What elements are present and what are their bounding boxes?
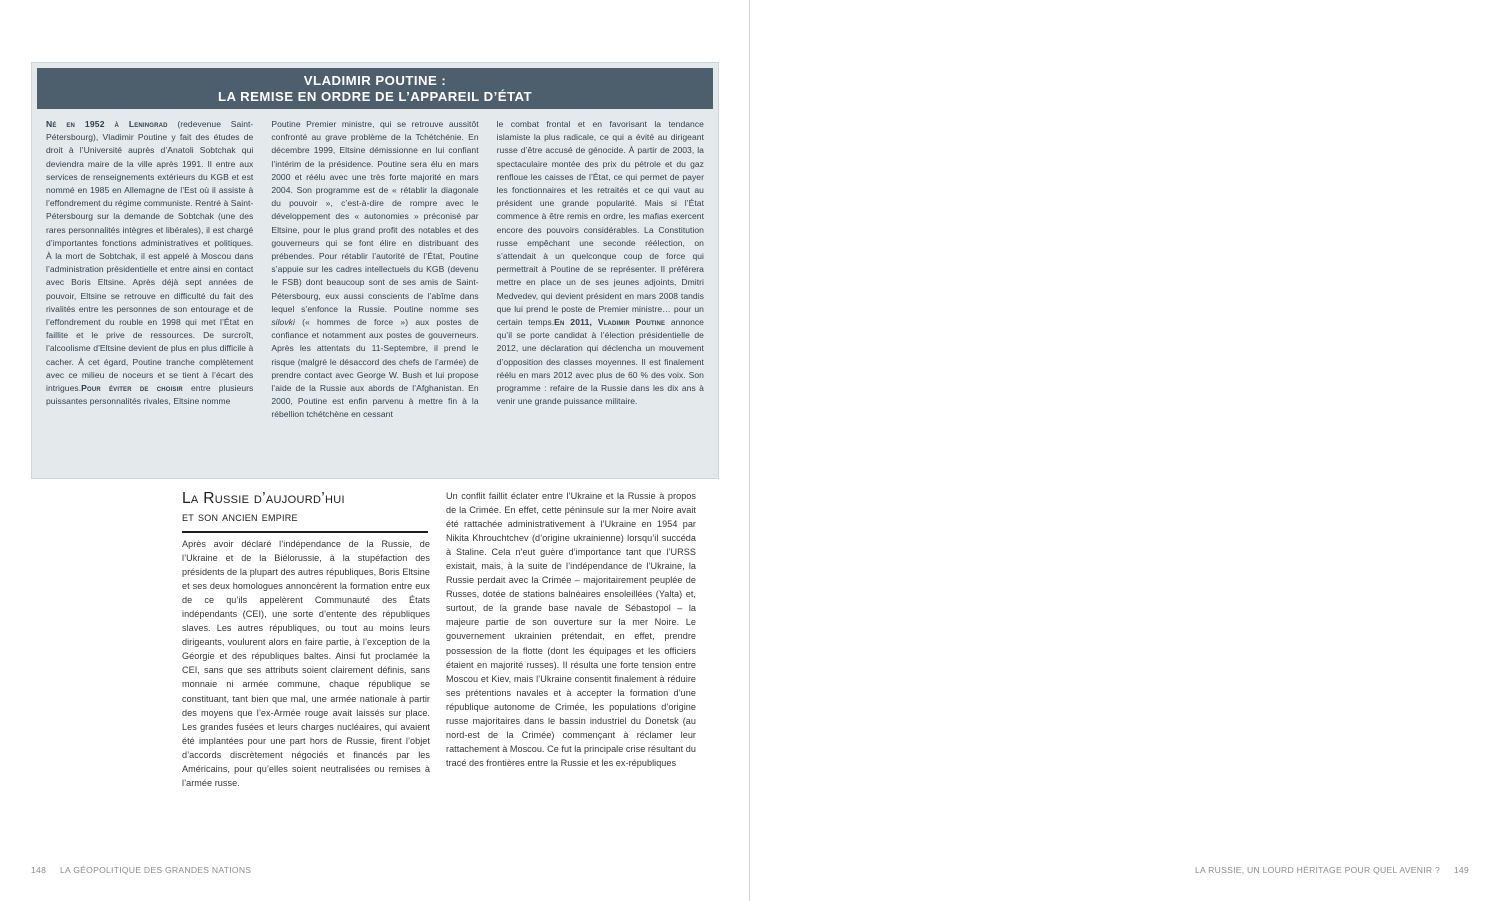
callout-text-3b: annonce qu’il se porte candidat à l’élection présidentielle de 2012, une déclaration qui déclencha un mouvement d’opposition des classes moyennes. Il est finalement réélu en mars 2012 avec plus de 60 % des voix. Son programme : refaire de la Russie dans les dix ans à venir une grande puissance militaire. (496, 317, 704, 407)
callout-text-1: (redevenue Saint-Pétersbourg), Vladimir Poutine y fait des études de droit à l’Université auprès d’Anatoli Sobtchak qui deviendra maire de la ville après 1991. Il entre aux services de renseignements extérieurs du KGB et est nommé en 1985 en Allemagne de l’Est où il assiste à l’effondrement du régime communiste. Rentré à Saint-Pétersbourg sur la demande de Sobtchak (une des rares personnalités intègres et libérales), il est chargé d’importantes fonctions administratives et politiques. À la mort de Sobtchak, il est appelé à Moscou dans l’administration présidentielle et entre ainsi en contact avec Boris Eltsine. Après déjà sept années de pouvoir, Eltsine se retrouve en difficulté du fait des rivalités entre les personnes de son entourage et de l’effondrement du rouble en 1998 qui met l’État en faillite et le prive de ressources. De surcroît, l’alcoolisme d’Eltsine devient de plus en plus difficile à cacher. À cet égard, Poutine tranche complètement avec ce milieu de noceurs et se tient à l’écart des intrigues. (46, 119, 254, 394)
folio-number-right: 149 (1453, 865, 1469, 875)
callout-text-2: Poutine Premier ministre, qui se retrouve aussitôt confronté au grave problème de la Tchétchénie. En décembre 1999, Eltsine démissionne en lui confiant l’intérim de la présidence. Poutine sera élu en mars 2000 et réélu avec une très forte majorité en mars 2004. Son programme est de « rétablir la diagonale du pouvoir », c’est-à-dire de rompre avec le développement des « autonomies » préconisé par Eltsine, pour le plus grand profit des notables et des gouverneurs qui se font élire en distribuant des prébendes. Pour rétablir l’autorité de l’État, Poutine s’appuie sur les cadres intellectuels du KGB (devenu le FSB) dont beaucoup sont de ses amis de Saint-Pétersbourg, eux aussi conscients de l’abîme dans lequel s’enfonce la Russie. Poutine nomme ses (271, 119, 479, 314)
article-column-2-text: Après avoir déclaré l’indépendance de la Russie, de l’Ukraine et de la Biélorussie, à la stupéfaction des présidents de la plupart des autres républiques, Boris Eltsine et ses deux homologues annoncèrent la formation entre eux de ce qu’ils appelèrent Communauté des États indépendants (CEI), une sorte d’entente des républiques slaves. Les autres républiques, ou tout au moins leurs dirigeants, voulurent alors en faire partie, à l’exception de la Géorgie et des républiques baltes. Ainsi fut proclamée la CEI, sans que ses attributs soient clairement définis, sans monnaie ni armée commune, chaque république se constituant, tant bien que mal, une armée nationale à partir des moyens que l’ex-Armée rouge avait laissés sur place. Les grandes fusées et leurs charges nucléaires, qui avaient été implantées pour une part hors de Russie, firent l’objet d’accords discrètement négociés et financés par les Américains, pour qu’elles soient neutralisées ou remises à l’armée russe. (182, 539, 430, 788)
callout-text-1b: entre plusieurs puissantes personnalités rivales, Eltsine nomme (46, 383, 254, 407)
article-column-2 (182, 537, 430, 857)
callout-title-line2: LA REMISE EN ORDRE DE L’APPAREIL D’ÉTAT (217, 88, 533, 104)
callout-column-3 (497, 118, 704, 422)
callout-title-line1: VLADIMIR POUTINE : (303, 72, 447, 88)
callout-box-header (37, 68, 713, 109)
callout-lead-3: En 2011, Vladimir Poutine (554, 317, 666, 328)
callout-column-1 (46, 118, 253, 422)
callout-italic-2: silovki (271, 317, 295, 328)
callout-columns (32, 109, 718, 432)
callout-text-2b: (« hommes de force ») aux postes de confiance et notamment aux postes de gouverneurs. Après les attentats du 11-Septembre, il prend le risque (malgré le désaccord des chefs de l’armée) de prendre contact avec George W. Bush et lui propose l’aide de la Russie aux abords de l’Afghanistan. En 2000, Poutine est enfin parvenu à mettre fin à la rébellion tchétchène en cessant (271, 317, 479, 420)
callout-text-3: le combat frontal et en favorisant la tendance islamiste la plus radicale, ce qui a évité au dirigeant russe d’être accusé de génocide. À partir de 2003, la spectaculaire montée des prix du pétrole et du gaz renfloue les caisses de l’État, ce qui permet de payer les fonctionnaires et les retraités et ce qui vaut au président une grande popularité. Mais si l’État commence à être remis en ordre, les mafias exercent encore des pouvoirs considérables. La Constitution russe empêchant une seconde réélection, on s’attendait à un quelconque coup de force qui permettrait à Poutine de se représenter. Il préférera mettre en place un de ses jeunes adjoints, Dmitri Medvedev, qui devient président en mars 2008 tandis que lui prend le poste de Premier ministre… pour un certain temps. (496, 119, 704, 328)
article-heading-line1: La Russie d’aujourd’hui (182, 490, 345, 507)
article-column-3-text: Un conflit faillit éclater entre l’Ukraine et la Russie à propos de la Crimée. En effet, cette péninsule sur la mer Noire avait été rattachée administrativement à l’Ukraine en 1954 par Nikita Khrouchtchev (d’origine ukrainienne) lorsqu’il succéda à Staline. Cela n’eut guère d’importance tant que l’URSS existait, mais, à la suite de l’indépendance de l’Ukraine, la Russie perdait avec la Crimée – majoritairement peuplée de Russes, dotée de stations balnéaires ensoleillées (Yalta) et, surtout, de la grande base navale de Sébastopol – la majeure partie de son ouverture sur la mer Noire. Le gouvernement ukrainien prétendait, en effet, prendre possession de la flotte (dont les équipages et les officiers étaient en majorité russes). Il résulta une forte tension entre Moscou et Kiev, mais l’Ukraine consentit finalement à réduire ses prétentions navales et à accepter la formation d’une république autonome de Crimée, les populations d’origine russe majoritaires dans le bassin industriel du Donetsk (au nord-est de la Crimée) commençant à réclamer leur rattachement à Moscou. Ce fut la principale crise résultant du tracé des frontières entre la Russie et les ex-républiques (446, 491, 696, 768)
article-heading (182, 489, 430, 533)
heading-rule (182, 531, 428, 533)
callout-lead-1: Né en 1952 à Leningrad (46, 119, 168, 129)
callout-box-vladimir-poutine (31, 62, 719, 479)
callout-column-2 (271, 118, 478, 422)
folio-text-right: LA RUSSIE, UN LOURD HÉRITAGE POUR QUEL AVENIR ? (1194, 865, 1440, 875)
folio-number-left: 148 (31, 865, 47, 875)
folio-text-left: LA GÉOPOLITIQUE DES GRANDES NATIONS (60, 865, 252, 875)
article-column-3 (446, 489, 696, 857)
right-page (750, 0, 1500, 901)
callout-lead-1b: Pour éviter de choisir (81, 383, 183, 394)
article-heading-line2: et son ancien empire (182, 509, 298, 524)
